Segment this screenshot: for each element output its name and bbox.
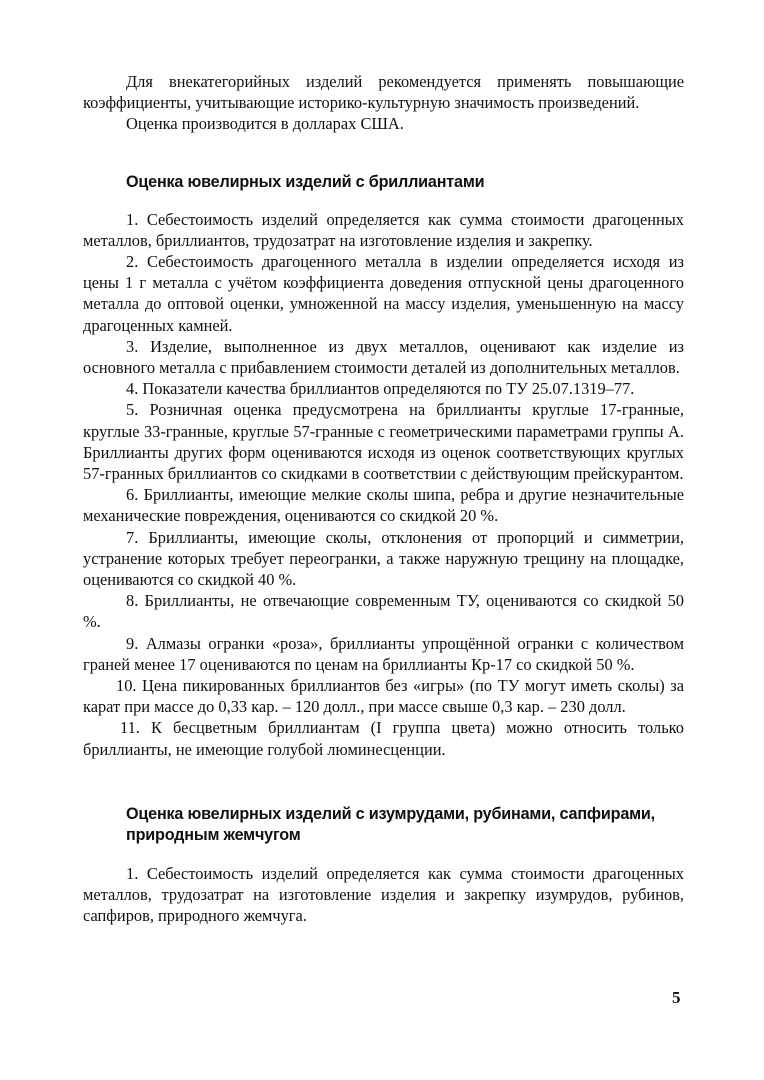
page-content bbox=[83, 71, 684, 927]
list-item: 2. Себестоимость драгоценного металла в изделии определяется исходя из цены 1 г металла с учётом коэффициента доведения отпускной цены драгоценного металла до оптовой оценки, умноженной на массу изделия, уменьшенную на массу драгоценных камней. bbox=[83, 252, 684, 335]
section-heading-diamonds: Оценка ювелирных изделий с бриллиантами bbox=[126, 172, 485, 191]
list-item: 1. Себестоимость изделий определяется как сумма стоимости драгоценных металлов, трудозатрат на изготовление изделия и закрепку изумрудов, рубинов, сапфиров, природного жемчуга. bbox=[83, 863, 684, 926]
list-item: 9. Алмазы огранки «роза», бриллианты упрощённой огранки с количеством граней менее 17 оцениваются по ценам на бриллианты Кр-17 со скидкой 50 %. bbox=[83, 633, 684, 674]
intro-paragraph: Для внекатегорийных изделий рекомендуется применять повышающие коэффициенты, учитывающие историко-культурную значимость произведений. bbox=[83, 72, 684, 113]
list-item: 1. Себестоимость изделий определяется как сумма стоимости драгоценных металлов, бриллиантов, трудозатрат на изготовление изделия и закрепку. bbox=[83, 209, 684, 250]
section-heading-gems: Оценка ювелирных изделий с изумрудами, рубинами, сапфирами, природным жемчугом bbox=[126, 804, 655, 844]
page-number: 5 bbox=[672, 988, 681, 1007]
list-item: 5. Розничная оценка предусмотрена на бриллианты круглые 17-гранные, круглые 33-гранные, круглые 57-гранные с геометрическими параметрами группы А. Бриллианты других форм оцениваются исходя из оценок соответствующих круглых 57-гранных бриллиантов со скидками в соответствии с действующим прейскурантом. bbox=[83, 400, 684, 484]
list-item: 11. К бесцветным бриллиантам (I группа цвета) можно относить только бриллианты, не имеющие голубой люминесценции. bbox=[83, 718, 684, 759]
list-item: 8. Бриллианты, не отвечающие современным ТУ, оцениваются со скидкой 50 %. bbox=[83, 591, 684, 632]
list-item: 3. Изделие, выполненное из двух металлов, оценивают как изделие из основного металла с прибавлением стоимости деталей из дополнительных металлов. bbox=[83, 336, 684, 378]
list-item: 6. Бриллианты, имеющие мелкие сколы шипа, ребра и другие незначительные механические повреждения, оцениваются со скидкой 20 %. bbox=[83, 485, 684, 526]
list-item: 10. Цена пикированных бриллиантов без «игры» (по ТУ могут иметь сколы) за карат при массе до 0,33 кар. – 120 долл., при массе свыше 0,3 кар. – 230 долл. bbox=[83, 676, 684, 717]
intro-paragraph: Оценка производится в долларах США. bbox=[126, 114, 404, 134]
list-item: 4. Показатели качества бриллиантов определяются по ТУ 25.07.1319–77. bbox=[126, 379, 635, 399]
list-item: 7. Бриллианты, имеющие сколы, отклонения от пропорций и симметрии, устранение которых требует переогранки, а также наружную трещину на площадке, оцениваются со скидкой 40 %. bbox=[83, 527, 684, 590]
